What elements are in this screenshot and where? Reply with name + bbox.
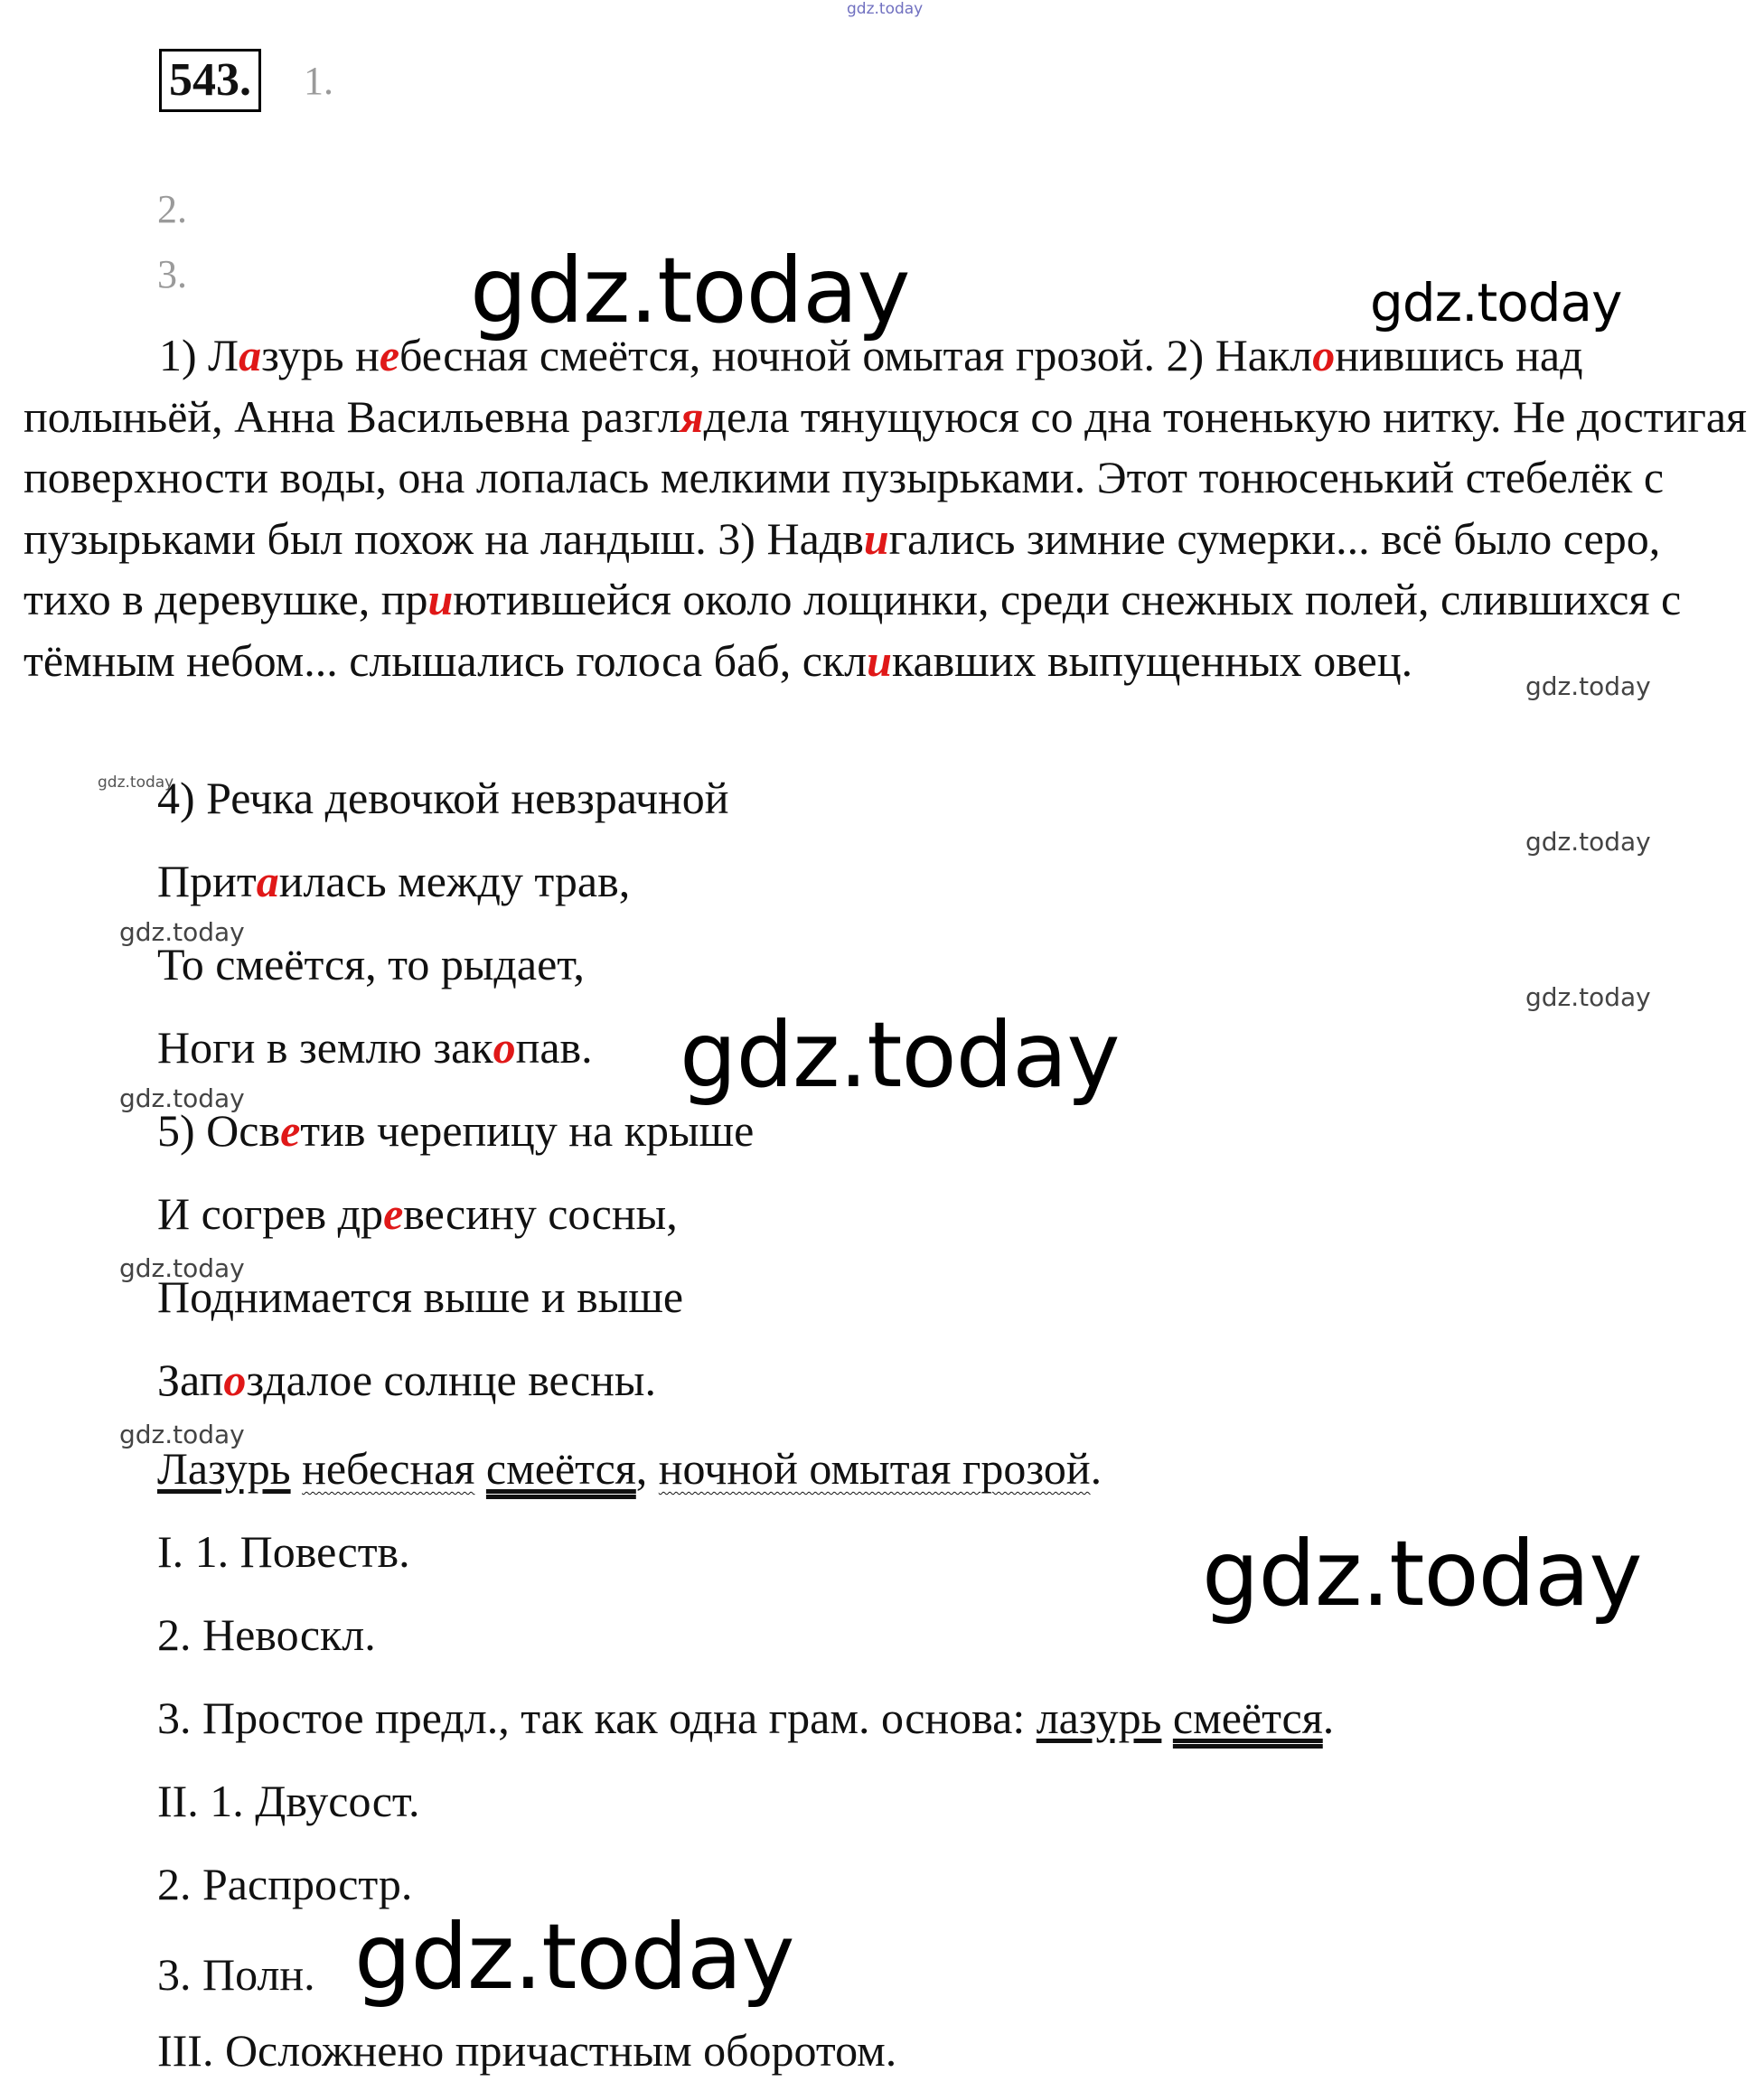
list-marker-2: 2. bbox=[157, 187, 187, 231]
text-fragment: пав. bbox=[515, 1022, 593, 1073]
text-fragment: . bbox=[1090, 1443, 1102, 1494]
text-fragment: 1) Л bbox=[159, 330, 239, 380]
highlighted-letter: е bbox=[280, 1105, 301, 1156]
sentence-member: небесная bbox=[302, 1443, 475, 1494]
text-fragment: здалое солнце весны. bbox=[246, 1355, 657, 1405]
text-fragment: Ноги в землю зак bbox=[157, 1022, 493, 1073]
text-fragment: илась между трав, bbox=[278, 856, 631, 906]
watermark: gdz.today bbox=[119, 1083, 245, 1113]
poem-line bbox=[157, 858, 630, 904]
text-fragment: кавших выпущенных овец. bbox=[891, 634, 1413, 686]
poem-line bbox=[157, 1271, 684, 1322]
highlighted-letter: о bbox=[1312, 330, 1336, 380]
sentence-member: смеётся bbox=[485, 1443, 636, 1494]
text-fragment: ютившейся около лощинки, среди снежных полей, слившихся с тёмным небом... слышались голоса баб, скл bbox=[23, 574, 1682, 686]
basis-predicate: смеётся bbox=[1172, 1692, 1323, 1743]
watermark: gdz.today bbox=[470, 238, 910, 343]
text-fragment: То смеётся, то рыдает, bbox=[157, 939, 585, 989]
list-marker-1: 1. bbox=[304, 59, 333, 103]
sentence-member: Лазурь bbox=[157, 1443, 291, 1494]
highlighted-letter: о bbox=[223, 1355, 247, 1405]
analysis-sentence bbox=[157, 1443, 1102, 1494]
watermark: gdz.today bbox=[354, 1904, 794, 2010]
text-fragment: Зап bbox=[157, 1355, 224, 1405]
text-fragment bbox=[291, 1443, 303, 1494]
analysis-line: II. 1. Двусост. bbox=[157, 1776, 420, 1826]
basis-subject: лазурь bbox=[1036, 1692, 1162, 1743]
watermark: gdz.today bbox=[1525, 982, 1651, 1012]
highlighted-letter: а bbox=[256, 856, 279, 906]
list-marker-3: 3. bbox=[157, 252, 187, 296]
watermark: gdz.today bbox=[847, 0, 924, 18]
poem-line bbox=[157, 773, 729, 823]
poem-line bbox=[157, 1022, 593, 1073]
highlighted-letter: а bbox=[239, 330, 262, 380]
text-fragment: дела тянущуюся со дна тоненькую нитку. Не достигая поверхности воды, она лопалась мелкими пузырьками. Этот тонюсенький стебелёк с пузырьками был похож на ландыш. 3) Надв bbox=[23, 390, 1748, 564]
watermark: gdz.today bbox=[1370, 272, 1622, 333]
highlighted-letter: и bbox=[427, 574, 454, 624]
highlighted-letter: и bbox=[867, 634, 892, 686]
analysis-line: III. Осложнено причастным оборотом. bbox=[157, 2025, 897, 2076]
text-fragment bbox=[474, 1443, 486, 1494]
text-fragment: 4) Речка девочкой невзрачной bbox=[157, 773, 729, 823]
sentence-member: ночной омытая грозой bbox=[658, 1443, 1091, 1494]
highlighted-letter: я bbox=[680, 390, 704, 442]
analysis-line: 3. Полн. bbox=[157, 1949, 315, 2000]
basis-end: . bbox=[1322, 1692, 1335, 1743]
highlighted-letter: и bbox=[863, 512, 889, 564]
watermark: gdz.today bbox=[1202, 1521, 1642, 1627]
watermark: gdz.today bbox=[1525, 827, 1651, 857]
analysis-line: I. 1. Повеств. bbox=[157, 1526, 410, 1577]
text-fragment: Поднимается выше и выше bbox=[157, 1271, 684, 1322]
watermark: gdz.today bbox=[119, 1420, 245, 1449]
highlighted-letter: е bbox=[383, 1188, 404, 1239]
text-fragment: гались зимние сумерки... всё было серо, тихо в деревушке, пр bbox=[23, 512, 1661, 624]
highlighted-letter: о bbox=[493, 1022, 516, 1073]
watermark: gdz.today bbox=[680, 1002, 1120, 1108]
prose-paragraph bbox=[23, 325, 1750, 691]
poem-line bbox=[157, 1188, 678, 1239]
prose-text bbox=[23, 330, 1747, 686]
basis-space bbox=[1161, 1692, 1173, 1743]
text-fragment: нившись над полыньёй, Анна Васильевна разгл bbox=[23, 330, 1583, 442]
poem-line bbox=[157, 1355, 657, 1405]
text-fragment: , bbox=[635, 1443, 659, 1494]
watermark: gdz.today bbox=[119, 1253, 245, 1283]
text-fragment: Прит bbox=[157, 856, 257, 906]
text-fragment: весину сосны, bbox=[403, 1188, 678, 1239]
poem-line bbox=[157, 1105, 755, 1156]
analysis-line-basis bbox=[157, 1692, 1335, 1743]
watermark: gdz.today bbox=[1525, 671, 1651, 701]
watermark: gdz.today bbox=[119, 917, 245, 947]
text-fragment: зурь н bbox=[261, 330, 380, 380]
text-fragment: 5) Осв bbox=[157, 1105, 281, 1156]
text-fragment: тив черепицу на крыше bbox=[300, 1105, 755, 1156]
analysis-line: 2. Распростр. bbox=[157, 1859, 413, 1909]
highlighted-letter: е bbox=[379, 330, 400, 380]
text-fragment: И согрев др bbox=[157, 1188, 384, 1239]
task-number-box: 543. bbox=[159, 49, 261, 112]
analysis-line: 2. Невоскл. bbox=[157, 1609, 376, 1660]
text-fragment: бесная смеётся, ночной омытая грозой. 2) Накл bbox=[399, 330, 1313, 380]
basis-prefix: 3. Простое предл., так как одна грам. основа: bbox=[157, 1692, 1037, 1743]
poem-line bbox=[157, 939, 585, 989]
watermark: gdz.today bbox=[98, 774, 174, 792]
